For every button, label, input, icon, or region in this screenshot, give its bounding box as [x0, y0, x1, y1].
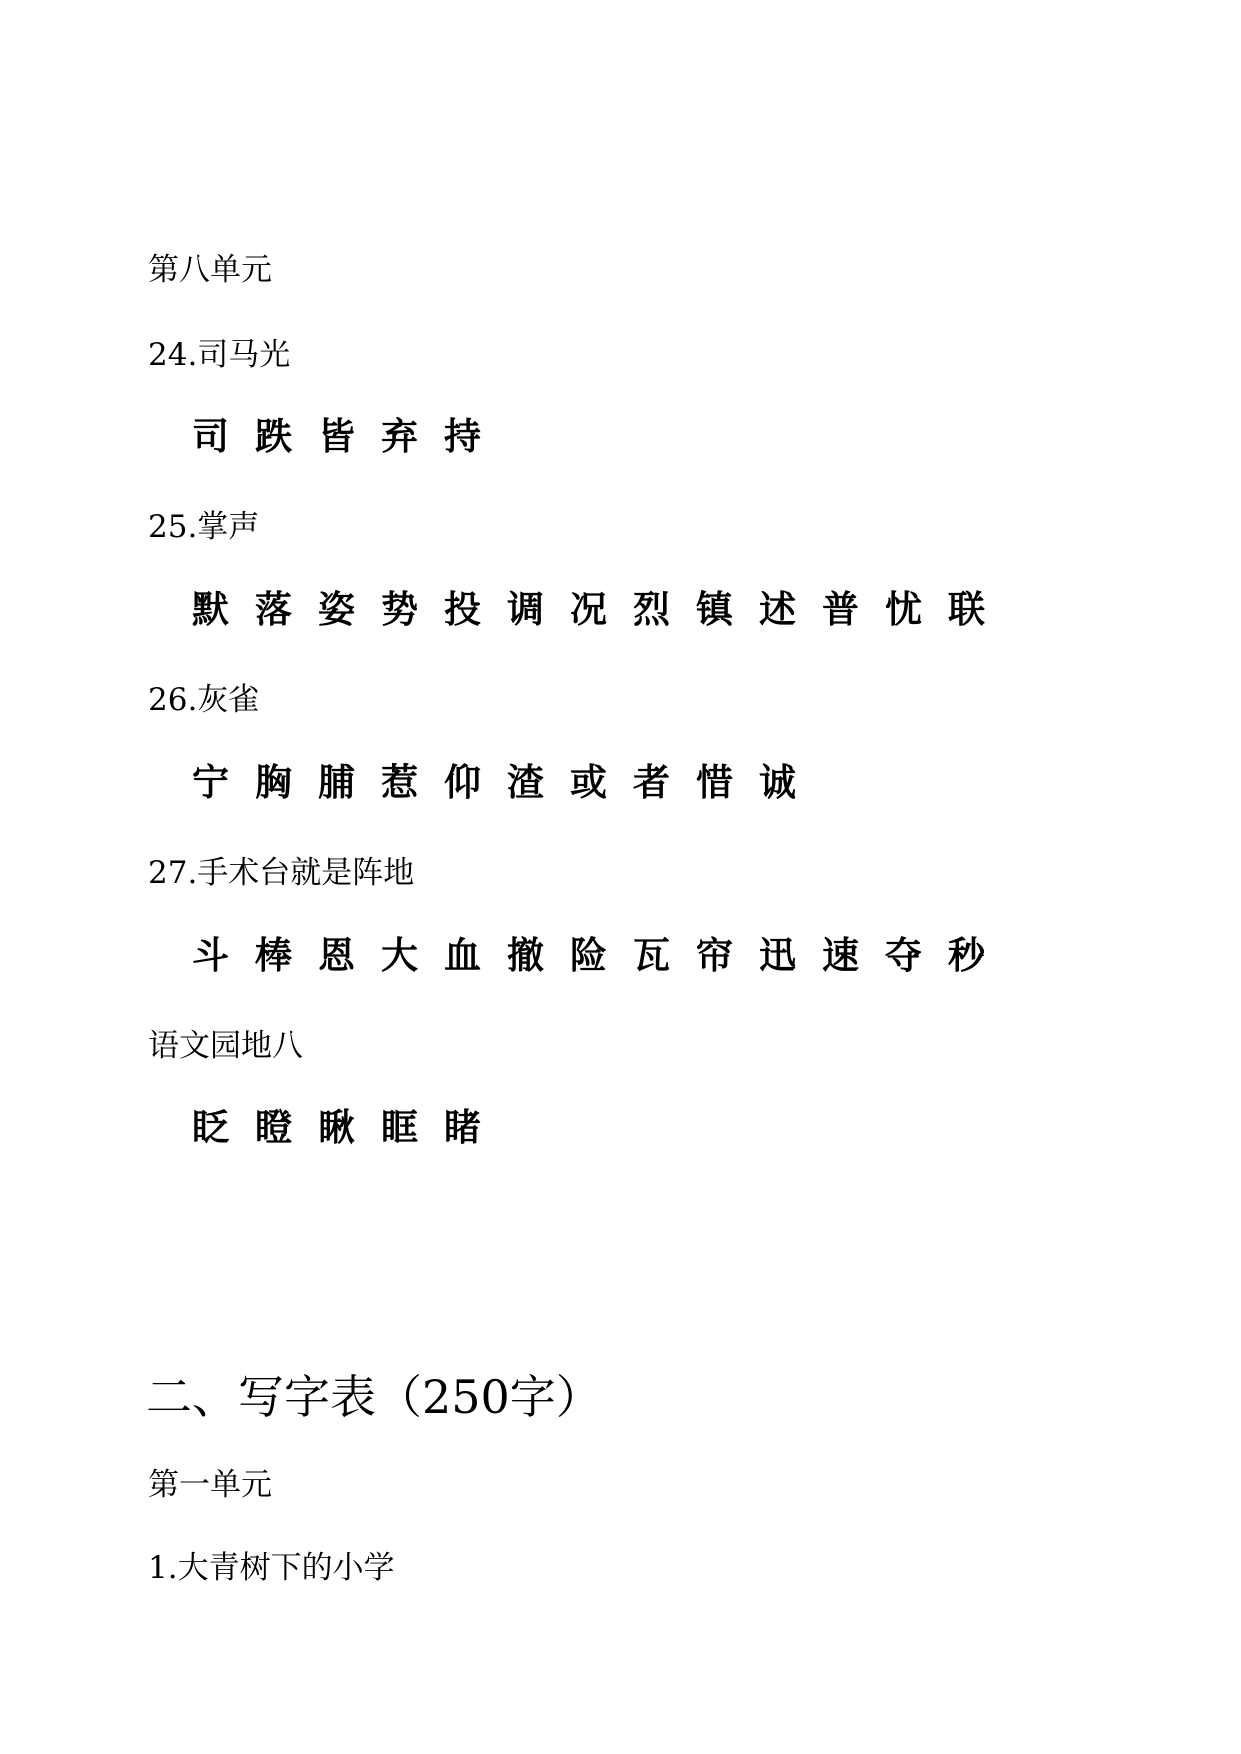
lesson-26-characters: 宁胸脯惹仰渣或者惜诚 — [192, 761, 822, 804]
lesson-27-title: 27.手术台就是阵地 — [148, 855, 415, 891]
lesson-25-characters: 默落姿势投调况烈镇述普忧联 — [192, 588, 1011, 631]
lesson-24-title: 24.司马光 — [148, 337, 291, 373]
lesson-24-characters: 司跌皆弃持 — [192, 415, 507, 458]
lesson-26-title: 26.灰雀 — [148, 682, 260, 718]
unit-one-title: 第一单元 — [148, 1467, 272, 1503]
language-garden-8-characters: 眨瞪瞅眶睹 — [192, 1106, 507, 1149]
lesson-27-characters: 斗棒恩大血撤险瓦帘迅速夺秒 — [192, 934, 1011, 977]
language-garden-8-title: 语文园地八 — [148, 1028, 303, 1064]
lesson-25-title: 25.掌声 — [148, 509, 260, 545]
lesson-1-title: 1.大青树下的小学 — [148, 1550, 395, 1586]
unit-eight-title: 第八单元 — [148, 252, 272, 288]
writing-table-heading: 二、写字表（250字） — [146, 1370, 602, 1424]
